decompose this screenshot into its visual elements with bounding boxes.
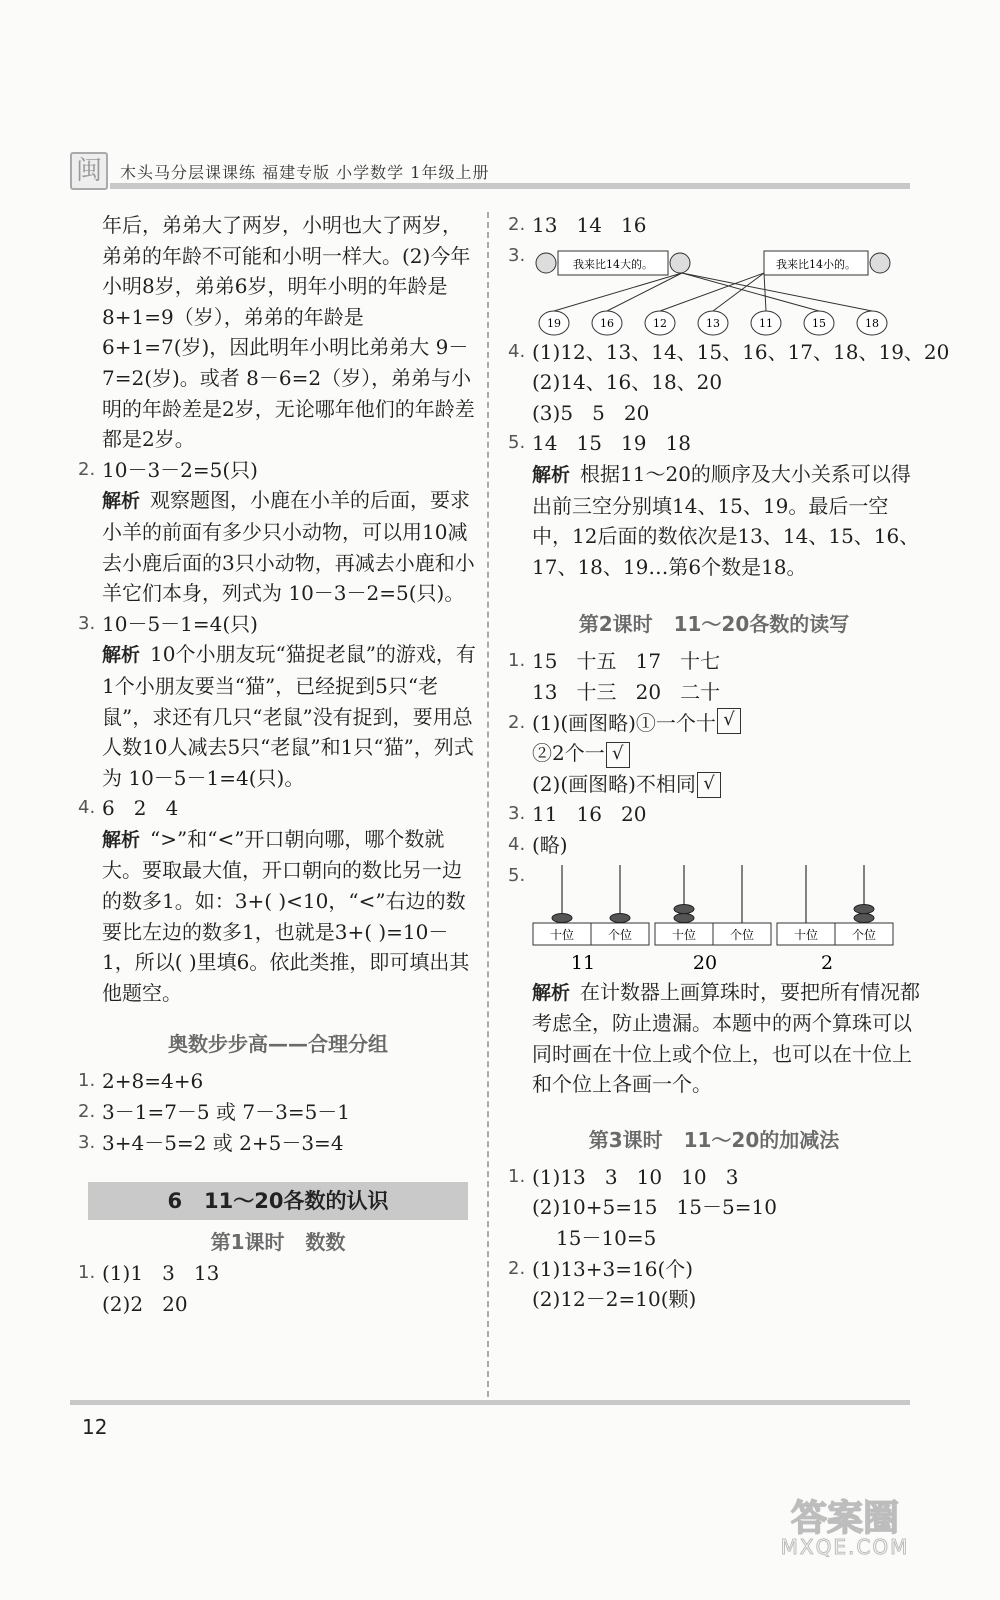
column-divider bbox=[487, 212, 489, 1397]
number-ball-label: 11 bbox=[759, 316, 773, 330]
footer-rule bbox=[70, 1400, 910, 1405]
r-q5-explanation: 解析 根据11～20的顺序及大小关系可以得出前三空分别填14、15、19。最后一空中，12后面的数依次是13、14、15、16、17、18、19…第6个数是18。 bbox=[532, 461, 920, 579]
l3-q2-b: (2)12－2=10(颗) bbox=[532, 1287, 697, 1312]
q2-answer: 2. 10－3－2=5(只) bbox=[78, 457, 258, 482]
olympiad-section-title: 奥数步步高——合理分组 bbox=[168, 1032, 388, 1057]
r-q4: 4. (1)12、13、14、15、16、17、18、19、20 bbox=[508, 339, 950, 364]
l2-q5: 5. 十位 个位 11 十位 个位 20 十位 个位 2 bbox=[508, 861, 920, 977]
olympiad-item: 1. 2+8=4+6 bbox=[78, 1069, 204, 1094]
explanation-label: 解析 bbox=[102, 828, 141, 851]
l3-q1: 1. (1)13 3 10 10 3 bbox=[508, 1164, 739, 1189]
r-q3: 3. 我来比14大的。 我来比14小的。 19 16 12 13 11 15 18 bbox=[508, 241, 920, 337]
check-box: √ bbox=[717, 708, 741, 734]
watermark-sub: MXQE.COM bbox=[780, 1535, 910, 1559]
number-ball-label: 12 bbox=[653, 316, 667, 330]
l3-q1-c: 15－10=5 bbox=[556, 1226, 657, 1251]
watermark-main: 答案圈 bbox=[790, 1498, 900, 1539]
explanation-label: 解析 bbox=[102, 644, 141, 667]
abacus-diagram bbox=[532, 861, 904, 977]
number-balls bbox=[539, 273, 887, 335]
place-label: 十位 bbox=[671, 927, 697, 942]
left-column bbox=[78, 210, 478, 1319]
l2-q4: 4. (略) bbox=[508, 832, 568, 857]
q4-explanation: 解析 “>”和“<”开口朝向哪，哪个数就大。要取最大值，开口朝向的数比另一边的数多1。如：3+( )<10，“<”右边的数要比左边的数多1，也就是3+( )=10－1，所以( )里填6。依此类推，即可填出其他题空。 bbox=[102, 826, 470, 1005]
counter-bead bbox=[674, 904, 694, 913]
r-q5: 5. 14 15 19 18 bbox=[508, 431, 692, 456]
explanation-label: 解析 bbox=[532, 463, 571, 486]
l2-q1-b: 13 十三 20 二十 bbox=[532, 679, 721, 704]
continued-answer: 年后，弟弟大了两岁，小明也大了两岁，弟弟的年龄不可能和小明一样大。(2)今年小明8岁，弟弟6岁，明年小明的年龄是8+1=9（岁），弟弟的年龄是6+1=7(岁)，因此明年小明比弟弟大 9－7=2(岁)。或者 8－6=2（岁），弟弟与小明的年龄差是2岁，无论哪年他们的年龄差都是2岁。 bbox=[102, 213, 475, 452]
match-line bbox=[764, 273, 766, 311]
header-rule bbox=[110, 183, 910, 189]
place-label: 个位 bbox=[607, 927, 633, 942]
watermark-logo-icon bbox=[760, 1490, 930, 1560]
q2-explanation: 解析 观察题图，小鹿在小羊的后面，要求小羊的前面有多少只小动物，可以用10减去小鹿后面的3只小动物，再减去小鹿和小羊它们本身，列式为 10－3－2=5(只)。 bbox=[102, 488, 475, 606]
check-box: √ bbox=[606, 742, 630, 768]
r-q2: 2. 13 14 16 bbox=[508, 213, 647, 237]
l2-q5-explanation: 解析 在计数器上画算珠时，要把所有情况都考虑全，防止遗漏。本题中的两个算珠可以同时画在十位上或个位上，也可以在十位上和个位上各画一个。 bbox=[532, 979, 921, 1097]
right-column bbox=[508, 210, 950, 1315]
explanation-label: 解析 bbox=[102, 490, 141, 513]
match-line bbox=[682, 273, 872, 311]
counter-bead bbox=[674, 913, 694, 922]
l2-q1: 1. 15 十五 17 十七 bbox=[508, 649, 721, 674]
counter-bead bbox=[552, 913, 572, 922]
place-label: 个位 bbox=[729, 927, 755, 942]
place-label: 十位 bbox=[793, 927, 819, 942]
lesson3-title: 第3课时 11～20的加减法 bbox=[588, 1127, 840, 1152]
l3-q1-b: (2)10+5=15 15－5=10 bbox=[532, 1195, 777, 1220]
lesson1-title: 第1课时 数数 bbox=[210, 1230, 346, 1255]
l3-q2: 2. (1)13+3=16(个) bbox=[508, 1256, 694, 1281]
q3-explanation: 解析 10个小朋友玩“猫捉老鼠”的游戏，有1个小朋友要当“猫”，已经捉到5只“老鼠”，求还有几只“老鼠”没有捉到，要用总人数10人减去5只“老鼠”和1只“猫”，列式为 10－5－1=4(只)。 bbox=[102, 642, 476, 790]
child-left-icon bbox=[536, 253, 556, 273]
lesson1-q1-part2: (2)2 20 bbox=[102, 1291, 188, 1316]
olympiad-item: 3. 3+4－5=2 或 2+5－3=4 bbox=[78, 1130, 344, 1155]
lesson1-q1: 1. (1)1 3 13 bbox=[78, 1261, 220, 1286]
l2-q2-b: ②2个一 √ bbox=[508, 738, 920, 769]
r-q4-b: (2)14、16、18、20 bbox=[532, 370, 723, 395]
number-ball-label: 16 bbox=[600, 316, 614, 330]
counter-bead bbox=[854, 904, 874, 913]
explanation-label: 解析 bbox=[532, 981, 571, 1004]
l2-q2-c: (2)(画图略)不相同 √ bbox=[508, 769, 920, 800]
counter-value-label: 20 bbox=[692, 951, 718, 974]
sign-right-text: 我来比14小的。 bbox=[776, 257, 856, 271]
unit-title-band: 6 11～20各数的认识 bbox=[88, 1182, 468, 1220]
place-label: 个位 bbox=[851, 927, 877, 942]
q3-answer: 3. 10－5－1=4(只) bbox=[78, 611, 258, 636]
match-line bbox=[682, 273, 819, 311]
r-q4-c: (3)5 5 20 bbox=[532, 400, 650, 425]
child-left-head-icon bbox=[670, 253, 690, 273]
number-ball-label: 18 bbox=[865, 316, 879, 330]
l2-q3: 3. 11 16 20 bbox=[508, 802, 647, 827]
number-ball-label: 13 bbox=[706, 316, 720, 330]
counter-bead bbox=[610, 913, 630, 922]
region-logo: 闽 bbox=[70, 152, 108, 190]
child-right-icon bbox=[870, 253, 890, 273]
page-header bbox=[70, 152, 910, 190]
counter-bead bbox=[854, 913, 874, 922]
place-label: 十位 bbox=[549, 927, 575, 942]
number-ball-label: 15 bbox=[812, 316, 826, 330]
sign-left-text: 我来比14大的。 bbox=[573, 257, 653, 271]
watermark bbox=[760, 1490, 930, 1560]
book-title: 木头马分层课课练 福建专版 小学数学 1年级上册 bbox=[120, 163, 490, 182]
match-line bbox=[713, 273, 764, 311]
matching-diagram bbox=[532, 243, 912, 339]
l2-q2: 2. (1)(画图略)①一个十 √ bbox=[508, 708, 920, 739]
counter-value-label: 2 bbox=[820, 951, 834, 974]
number-ball-label: 19 bbox=[547, 316, 561, 330]
olympiad-item: 2. 3－1=7－5 或 7－3=5－1 bbox=[78, 1100, 351, 1125]
counter-value-label: 11 bbox=[570, 951, 596, 974]
q4-answer: 4. 6 2 4 bbox=[78, 796, 179, 821]
lesson2-title: 第2课时 11～20各数的读写 bbox=[578, 612, 850, 637]
check-box: √ bbox=[697, 772, 721, 798]
page-number: 12 bbox=[82, 1415, 108, 1439]
